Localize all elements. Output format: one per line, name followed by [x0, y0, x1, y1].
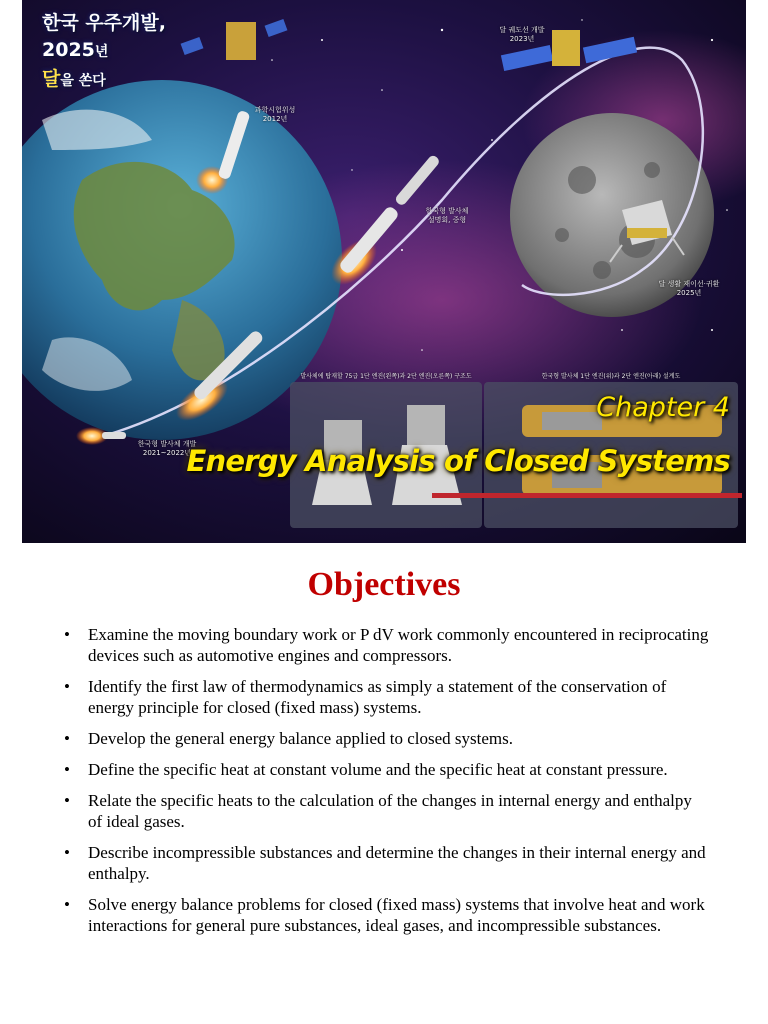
label-lunar-orbiter: 달 궤도선 개발 2023년 [499, 26, 545, 43]
objective-item [60, 894, 710, 936]
bullet-icon: • [64, 843, 70, 862]
objectives-list [60, 624, 710, 946]
korean-title-line1: 한국 우주개발, [42, 12, 166, 34]
korean-title-year-suffix: 년 [94, 44, 109, 60]
label-lunar-lander: 달 생활 재이선·귀환 2025년 [658, 280, 720, 297]
chapter-banner [22, 0, 746, 543]
objective-text: Develop the general energy balance applied to closed systems. [88, 729, 514, 748]
bullet-icon: • [64, 625, 70, 644]
korean-title-line3 [42, 66, 166, 95]
korean-title-rest: 을 쏜다 [60, 73, 106, 89]
objective-item [60, 842, 710, 884]
objective-text: Solve energy balance problems for closed (fixed mass) systems that involve heat and work interactions for general pure substances, ideal gases, and incompressible substances. [88, 895, 705, 935]
bullet-icon: • [64, 895, 70, 914]
korean-title-year: 2025 [42, 39, 95, 61]
objective-text: Describe incompressible substances and determine the changes in their internal energy and enthalpy. [88, 843, 706, 883]
label-satellite: 과학시험위성 2012년 [254, 106, 296, 123]
korean-title-highlight: 달 [42, 68, 61, 90]
korean-title [42, 10, 166, 95]
objective-text: Examine the moving boundary work or P dV work commonly encountered in reciprocating devices such as automotive engines and compressors. [88, 625, 709, 665]
label-vehicle-development: 한국형 발사체 개발 2021~2022년 [137, 440, 197, 457]
objective-item [60, 728, 710, 749]
objective-item [60, 790, 710, 832]
bullet-icon: • [64, 729, 70, 748]
objective-text: Relate the specific heats to the calculation of the changes in internal energy and enthalpy of ideal gases. [88, 791, 692, 831]
korean-title-line2 [42, 37, 166, 66]
label-engine-left: 발사체에 탑재할 75급 1단 엔진(왼쪽)과 2단 엔진(오른쪽) 구조도 [300, 373, 472, 380]
objectives-heading: Objectives [307, 566, 461, 603]
chapter-number: Chapter 4 [596, 392, 730, 423]
objective-text: Define the specific heat at constant volume and the specific heat at constant pressure. [88, 760, 668, 779]
objective-item [60, 759, 710, 780]
bullet-icon: • [64, 760, 70, 779]
chapter-title: Energy Analysis of Closed Systems [186, 444, 730, 478]
objective-item [60, 624, 710, 666]
label-engine-right: 한국형 발사체 1단 엔진(위)과 2단 엔진(아래) 설계도 [541, 373, 681, 380]
bullet-icon: • [64, 677, 70, 696]
bullet-icon: • [64, 791, 70, 810]
objective-text: Identify the first law of thermodynamics as simply a statement of the conservation of energy principle for closed (fixed mass) systems. [88, 677, 667, 717]
objective-item [60, 676, 710, 718]
label-launch-vehicle: 한국형 발사체 설명회, 중형 [425, 207, 469, 224]
